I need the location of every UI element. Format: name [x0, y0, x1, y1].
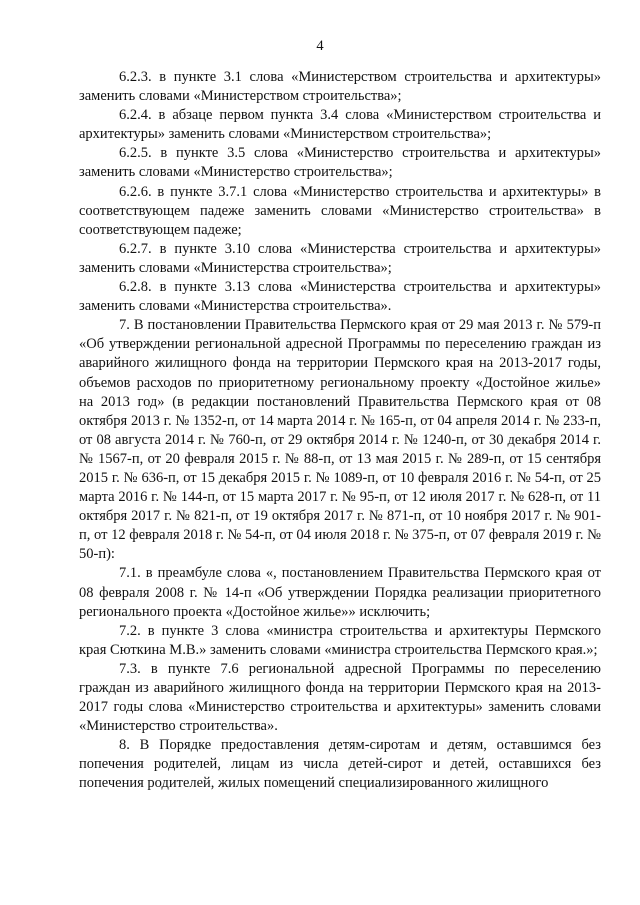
- paragraph-6-2-5: 6.2.5. в пункте 3.5 слова «Министерство строительства и архитектуры» заменить словами «Министерство строительства»;: [79, 145, 601, 181]
- paragraph-6-2-6: 6.2.6. в пункте 3.7.1 слова «Министерство строительства и архитектуры» в соответствующем падеже заменить словами «Министерство строительства» в соответствующем падеже;: [79, 183, 601, 238]
- paragraph-8: 8. В Порядке предоставления детям-сиротам и детям, оставшимся без попечения родителей, лицам из числа детей-сирот и детей, оставшихся без попечения родителей, жилых помещений специализированного жилищного: [79, 737, 601, 792]
- paragraph-6-2-8: 6.2.8. в пункте 3.13 слова «Министерства строительства и архитектуры» заменить словами «Министерства строительства».: [79, 279, 601, 315]
- paragraph-7-2: 7.2. в пункте 3 слова «министра строительства и архитектуры Пермского края Сюткина М.В.» заменить словами «министра строительства Пермского края.»;: [79, 622, 601, 658]
- document-body: [79, 68, 601, 794]
- page-number: 4: [316, 38, 324, 54]
- paragraph-6-2-4: 6.2.4. в абзаце первом пункта 3.4 слова «Министерством строительства и архитектуры» заменить словами «Министерством строительства»;: [79, 107, 601, 143]
- paragraph-7-3: 7.3. в пункте 7.6 региональной адресной Программы по переселению граждан из аварийного жилищного фонда на территории Пермского края на 2013-2017 годы слова «Министерство строительства и архитектуры» заменить словами «Министерство строительства».: [79, 660, 601, 735]
- paragraph-6-2-3: 6.2.3. в пункте 3.1 слова «Министерством строительства и архитектуры» заменить словами «Министерством строительства»;: [79, 69, 601, 105]
- paragraph-7: 7. В постановлении Правительства Пермского края от 29 мая 2013 г. № 579-п «Об утверждении региональной адресной Программы по переселению граждан из аварийного жилищного фонда на территории Пермского края на 2013-2017 годы, объемов расходов по приоритетному региональному проекту «Достойное жилье» на 2013 год» (в редакции постановлений Правительства Пермского края от 08 октября 2013 г. № 1352-п, от 14 марта 2014 г. № 165-п, от 04 апреля 2014 г. № 233-п, от 08 августа 2014 г. № 760-п, от 29 октября 2014 г. № 1240-п, от 30 декабря 2014 г. № 1567-п, от 20 февраля 2015 г. № 88-п, от 13 мая 2015 г. № 289-п, от 15 сентября 2015 г. № 636-п, от 15 декабря 2015 г. № 1089-п, от 10 февраля 2016 г. № 54-п, от 25 марта 2016 г. № 144-п, от 15 марта 2017 г. № 95-п, от 12 июля 2017 г. № 628-п, от 11 октября 2017 г. № 821-п, от 19 октября 2017 г. № 871-п, от 10 ноября 2017 г. № 901-п, от 12 февраля 2018 г. № 54-п, от 04 июля 2018 г. № 375-п, от 07 февраля 2019 г. № 50-п):: [79, 317, 601, 563]
- paragraph-6-2-7: 6.2.7. в пункте 3.10 слова «Министерства строительства и архитектуры» заменить словами «Министерства строительства»;: [79, 240, 601, 276]
- paragraph-7-1: 7.1. в преамбуле слова «, постановлением Правительства Пермского края от 08 февраля 2008 г. № 14-п «Об утверждении Порядка реализации приоритетного регионального проекта «Достойное жилье»» исключить;: [79, 565, 601, 620]
